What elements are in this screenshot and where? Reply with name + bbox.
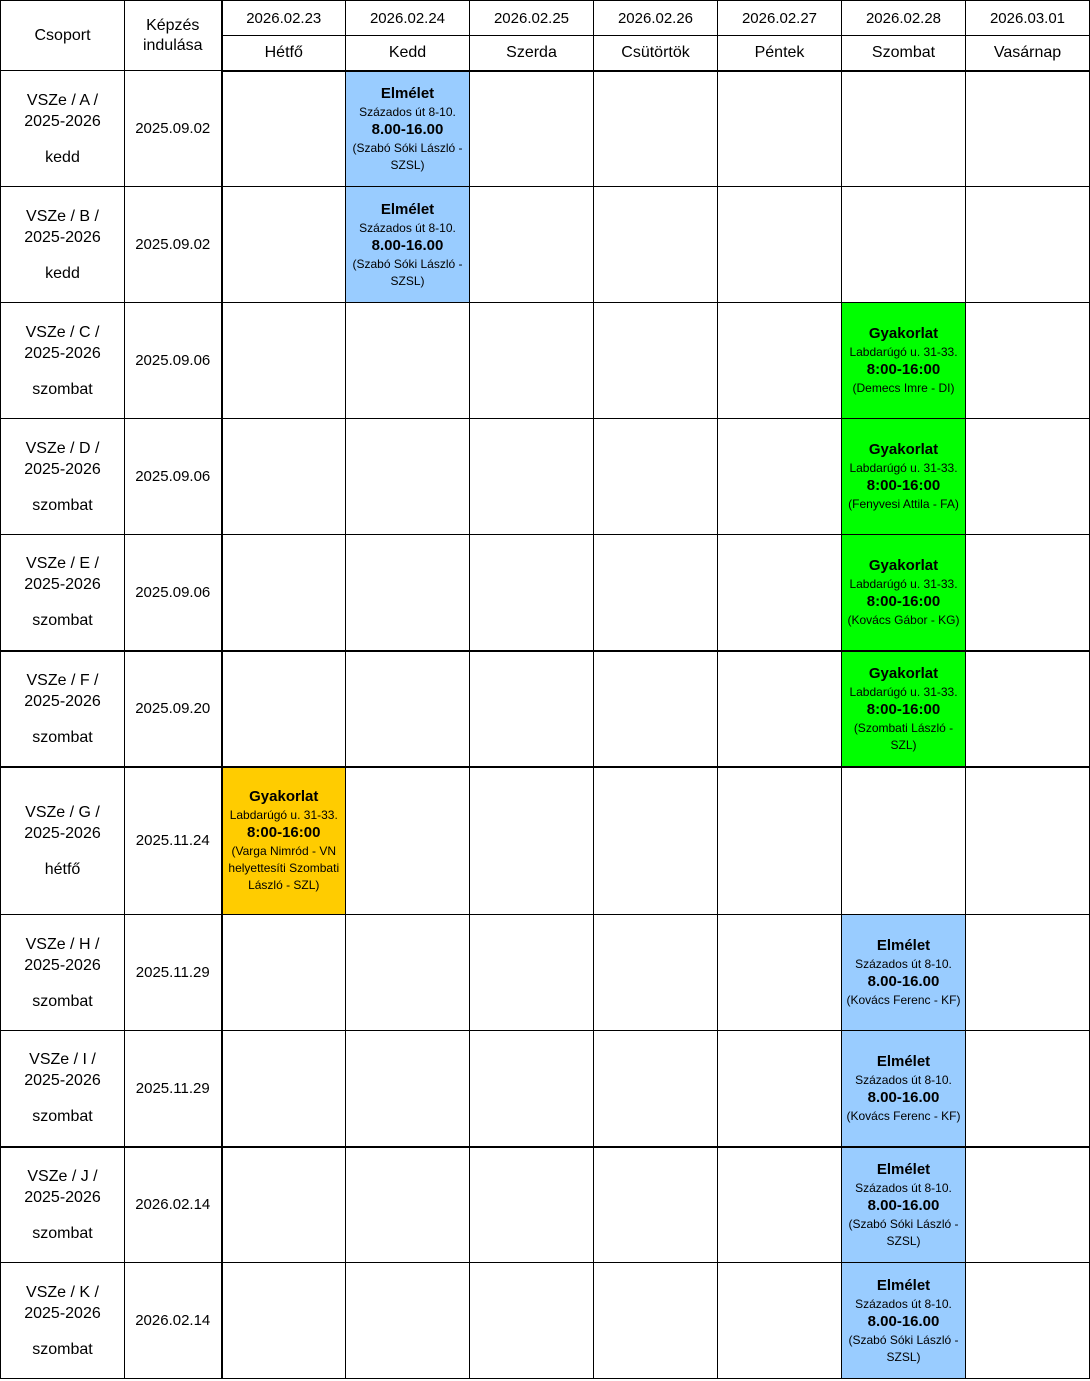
day-name-header: Hétfő: [222, 36, 346, 71]
day-name-header: Csütörtök: [594, 36, 718, 71]
start-date-cell: 2025.09.06: [125, 535, 222, 651]
event-time: 8.00-16.00: [867, 973, 940, 990]
group-group-line2: 2025-2026: [24, 1188, 101, 1206]
start-date-cell: 2025.09.02: [125, 71, 222, 187]
group-row: [1, 419, 1090, 535]
event-title: Gyakorlat: [868, 664, 939, 682]
empty-day-cell: [470, 535, 594, 651]
group-header-label: Csoport: [34, 26, 91, 44]
event-location: Százados út 8-10.: [359, 220, 456, 235]
group-group-line3: kedd: [45, 148, 80, 166]
event-title: Elmélet: [876, 1276, 931, 1294]
event-teacher: (Kovács Gábor - KG): [847, 612, 960, 627]
event-location: Labdarúgó u. 31-33.: [849, 345, 958, 359]
day-date-header: 2026.02.27: [718, 1, 842, 36]
group-group-line2: 2025-2026: [24, 824, 101, 842]
group-cell: [1, 187, 125, 303]
empty-day-cell: [594, 1147, 718, 1263]
event-cell: [346, 187, 470, 303]
start-date-cell: 2025.11.29: [125, 915, 222, 1031]
group-group-line3: hétfő: [44, 860, 81, 878]
empty-day-cell: [346, 1147, 470, 1263]
empty-day-cell: [346, 419, 470, 535]
empty-day-cell: [222, 651, 346, 767]
empty-day-cell: [222, 1031, 346, 1147]
header-date-row: [1, 1, 1090, 36]
empty-day-cell: [470, 419, 594, 535]
event-location: Százados út 8-10.: [855, 1072, 952, 1087]
group-group-line1: VSZe / J /: [27, 1167, 98, 1185]
group-group-line2: 2025-2026: [24, 228, 101, 246]
group-row: [1, 71, 1090, 187]
empty-day-cell: [594, 1031, 718, 1147]
empty-day-cell: [346, 535, 470, 651]
event-cell: [346, 71, 470, 187]
group-row: [1, 535, 1090, 651]
group-group-line1: VSZe / F /: [26, 671, 99, 689]
empty-day-cell: [346, 651, 470, 767]
group-cell: [1, 71, 125, 187]
empty-day-cell: [966, 651, 1090, 767]
event-title: Gyakorlat: [868, 325, 939, 342]
group-group-line1: VSZe / A /: [26, 91, 99, 109]
empty-day-cell: [346, 915, 470, 1031]
group-cell: [1, 303, 125, 419]
day-date-header: 2026.02.28: [842, 1, 966, 36]
start-date-cell: 2025.09.20: [125, 651, 222, 767]
group-group-line1: VSZe / I /: [29, 1051, 96, 1069]
group-group-line1: VSZe / B /: [26, 207, 99, 225]
event-time: 8:00-16:00: [866, 361, 941, 378]
group-row: [1, 303, 1090, 419]
event-location: Labdarúgó u. 31-33.: [229, 808, 338, 823]
event-cell: [842, 915, 966, 1031]
day-date-header: 2026.02.26: [594, 1, 718, 36]
empty-day-cell: [966, 767, 1090, 915]
event-location: Százados út 8-10.: [359, 104, 456, 119]
empty-day-cell: [222, 419, 346, 535]
empty-day-cell: [966, 303, 1090, 419]
empty-day-cell: [346, 1263, 470, 1379]
empty-day-cell: [718, 71, 842, 187]
empty-day-cell: [594, 651, 718, 767]
group-cell: [1, 1147, 125, 1263]
start-header-line2: indulása: [142, 36, 203, 54]
event-title: Elmélet: [876, 1160, 931, 1178]
event-time: 8.00-16.00: [371, 120, 444, 138]
empty-day-cell: [718, 1031, 842, 1147]
empty-day-cell: [966, 915, 1090, 1031]
empty-day-cell: [470, 651, 594, 767]
event-cell: [842, 535, 966, 651]
empty-day-cell: [470, 303, 594, 419]
start-date-cell: 2025.09.06: [125, 419, 222, 535]
group-group-line2: 2025-2026: [24, 692, 101, 710]
day-date-header: 2026.02.25: [470, 1, 594, 36]
group-group-line1: VSZe / H /: [25, 935, 100, 953]
schedule-body: [1, 71, 1090, 1379]
event-teacher: (Varga Nimród - VN helyettesíti Szombati László - SZL): [228, 844, 340, 893]
group-cell: [1, 1263, 125, 1379]
group-group-line3: szombat: [32, 728, 93, 746]
start-date-cell: 2025.09.02: [125, 187, 222, 303]
group-cell: [1, 1031, 125, 1147]
empty-day-cell: [718, 535, 842, 651]
empty-day-cell: [594, 303, 718, 419]
group-cell: [1, 651, 125, 767]
empty-day-cell: [966, 535, 1090, 651]
event-teacher: (Szabó Sóki László - SZSL): [352, 256, 463, 288]
group-group-line2: 2025-2026: [24, 576, 101, 594]
group-cell: [1, 535, 125, 651]
group-group-line1: VSZe / G /: [25, 803, 100, 821]
empty-day-cell: [222, 1263, 346, 1379]
empty-day-cell: [842, 187, 966, 303]
start-date-cell: 2026.02.14: [125, 1147, 222, 1263]
event-teacher: (Fenyvesi Attila - FA): [848, 497, 959, 511]
group-group-line3: szombat: [32, 1108, 93, 1126]
group-group-line2: 2025-2026: [24, 1304, 101, 1322]
group-group-line2: 2025-2026: [24, 460, 101, 478]
empty-day-cell: [346, 767, 470, 915]
empty-day-cell: [470, 1147, 594, 1263]
empty-day-cell: [594, 767, 718, 915]
empty-day-cell: [470, 187, 594, 303]
event-time: 8:00-16:00: [866, 592, 941, 610]
event-title: Elmélet: [380, 84, 435, 102]
event-teacher: (Demecs Imre - DI): [852, 381, 955, 395]
event-cell: [842, 1263, 966, 1379]
empty-day-cell: [842, 767, 966, 915]
start-date-cell: 2025.11.29: [125, 1031, 222, 1147]
empty-day-cell: [718, 915, 842, 1031]
group-row: [1, 651, 1090, 767]
empty-day-cell: [718, 651, 842, 767]
event-time: 8:00-16:00: [866, 700, 941, 718]
event-location: Százados út 8-10.: [855, 957, 952, 971]
group-group-line1: VSZe / C /: [25, 323, 100, 341]
empty-day-cell: [594, 71, 718, 187]
empty-day-cell: [222, 915, 346, 1031]
event-time: 8:00-16:00: [247, 824, 321, 842]
event-location: Labdarúgó u. 31-33.: [849, 461, 958, 475]
day-date-header: 2026.02.23: [222, 1, 346, 36]
event-teacher: (Szombati László - SZL): [853, 720, 954, 752]
day-name-header: Kedd: [346, 36, 470, 71]
empty-day-cell: [346, 1031, 470, 1147]
start-date-cell: 2025.09.06: [125, 303, 222, 419]
event-cell: [842, 419, 966, 535]
event-teacher: (Szabó Sóki László - SZSL): [352, 140, 463, 172]
event-title: Gyakorlat: [249, 788, 319, 806]
empty-day-cell: [594, 915, 718, 1031]
event-cell: [842, 651, 966, 767]
event-location: Labdarúgó u. 31-33.: [849, 684, 958, 699]
event-teacher: (Szabó Sóki László - SZSL): [848, 1216, 959, 1248]
group-group-line2: 2025-2026: [24, 956, 101, 974]
empty-day-cell: [966, 187, 1090, 303]
group-group-line3: szombat: [32, 496, 93, 514]
day-name-header: Vasárnap: [966, 36, 1090, 71]
group-row: [1, 767, 1090, 915]
event-time: 8.00-16.00: [867, 1312, 940, 1330]
empty-day-cell: [222, 535, 346, 651]
group-group-line2: 2025-2026: [24, 344, 101, 362]
group-group-line3: szombat: [32, 1340, 93, 1358]
group-group-line3: szombat: [32, 992, 93, 1010]
empty-day-cell: [222, 71, 346, 187]
group-column-header: [1, 1, 125, 71]
empty-day-cell: [718, 767, 842, 915]
event-location: Százados út 8-10.: [855, 1180, 952, 1195]
event-title: Elmélet: [876, 937, 931, 954]
event-location: Labdarúgó u. 31-33.: [849, 576, 958, 591]
event-teacher: (Kovács Ferenc - KF): [846, 993, 961, 1007]
group-row: [1, 1031, 1090, 1147]
group-cell: [1, 915, 125, 1031]
empty-day-cell: [222, 187, 346, 303]
empty-day-cell: [718, 1263, 842, 1379]
group-cell: [1, 767, 125, 915]
empty-day-cell: [842, 71, 966, 187]
day-name-header: Szombat: [842, 36, 966, 71]
group-row: [1, 1263, 1090, 1379]
empty-day-cell: [222, 303, 346, 419]
group-row: [1, 915, 1090, 1031]
empty-day-cell: [718, 419, 842, 535]
group-group-line2: 2025-2026: [24, 1072, 101, 1090]
start-header-line1: Képzés: [146, 16, 200, 34]
event-title: Gyakorlat: [868, 441, 939, 458]
group-group-line2: 2025-2026: [24, 112, 101, 130]
start-column-header: [125, 1, 222, 71]
start-date-cell: 2026.02.14: [125, 1263, 222, 1379]
event-time: 8.00-16.00: [867, 1088, 940, 1106]
day-date-header: 2026.03.01: [966, 1, 1090, 36]
event-cell: [222, 767, 346, 915]
empty-day-cell: [594, 187, 718, 303]
group-group-line1: VSZe / D /: [25, 439, 100, 457]
empty-day-cell: [470, 71, 594, 187]
event-cell: [842, 1031, 966, 1147]
empty-day-cell: [718, 1147, 842, 1263]
empty-day-cell: [594, 419, 718, 535]
group-group-line3: kedd: [45, 264, 80, 282]
empty-day-cell: [718, 187, 842, 303]
group-cell: [1, 419, 125, 535]
empty-day-cell: [966, 71, 1090, 187]
empty-day-cell: [594, 1263, 718, 1379]
empty-day-cell: [470, 915, 594, 1031]
empty-day-cell: [966, 1147, 1090, 1263]
empty-day-cell: [222, 1147, 346, 1263]
event-title: Elmélet: [380, 200, 435, 218]
empty-day-cell: [966, 1031, 1090, 1147]
empty-day-cell: [346, 303, 470, 419]
group-group-line1: VSZe / E /: [26, 555, 99, 573]
empty-day-cell: [470, 767, 594, 915]
empty-day-cell: [470, 1263, 594, 1379]
empty-day-cell: [594, 535, 718, 651]
event-teacher: (Kovács Ferenc - KF): [846, 1108, 961, 1123]
empty-day-cell: [966, 419, 1090, 535]
start-date-cell: 2025.11.24: [125, 767, 222, 915]
empty-day-cell: [966, 1263, 1090, 1379]
event-time: 8.00-16.00: [371, 236, 444, 254]
group-row: [1, 1147, 1090, 1263]
event-time: 8.00-16.00: [867, 1196, 940, 1214]
day-date-header: 2026.02.24: [346, 1, 470, 36]
day-name-header: Péntek: [718, 36, 842, 71]
group-row: [1, 187, 1090, 303]
empty-day-cell: [470, 1031, 594, 1147]
group-group-line1: VSZe / K /: [26, 1283, 99, 1301]
group-group-line3: szombat: [32, 612, 93, 630]
day-name-header: Szerda: [470, 36, 594, 71]
empty-day-cell: [718, 303, 842, 419]
event-location: Százados út 8-10.: [855, 1296, 952, 1311]
event-teacher: (Szabó Sóki László - SZSL): [848, 1332, 959, 1364]
group-group-line3: szombat: [32, 1224, 93, 1242]
event-title: Gyakorlat: [868, 556, 939, 574]
event-time: 8:00-16:00: [866, 477, 941, 494]
group-group-line3: szombat: [32, 380, 93, 398]
event-cell: [842, 303, 966, 419]
event-title: Elmélet: [876, 1052, 931, 1070]
event-cell: [842, 1147, 966, 1263]
